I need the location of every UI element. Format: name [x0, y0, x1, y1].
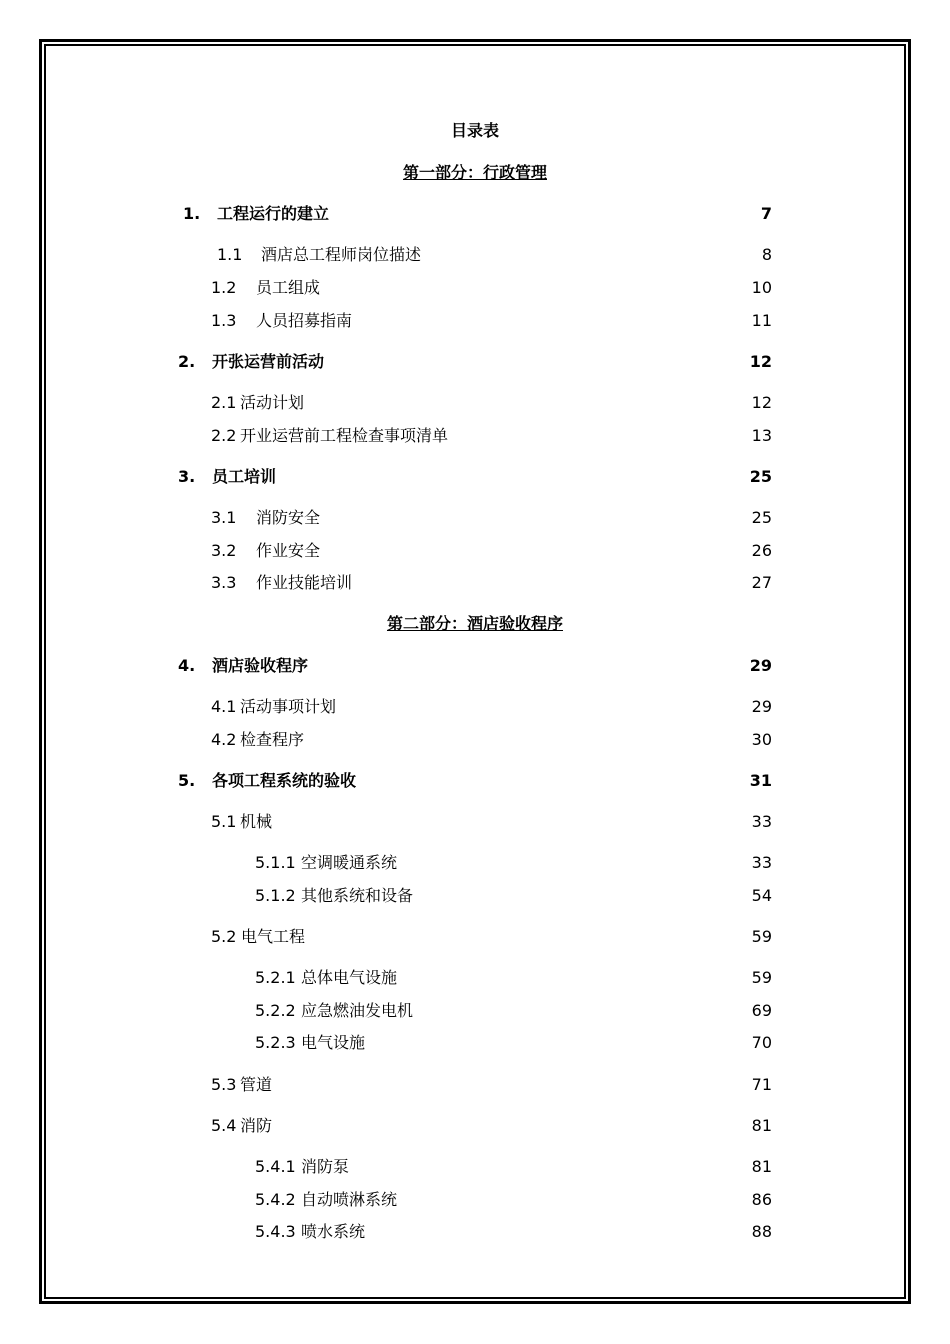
entry-number: 5.2.2 — [255, 1001, 296, 1020]
entry-page: 88 — [751, 1222, 772, 1241]
entry-label: 检查程序 — [240, 730, 305, 749]
entry-number: 4.2 — [211, 730, 237, 749]
entry-label: 消防安全 — [256, 508, 321, 527]
entry-number: 5.2.3 — [255, 1033, 296, 1052]
entry-page: 27 — [751, 573, 772, 592]
entry-number: 2.2 — [211, 426, 237, 445]
entry-label: 自动喷淋系统 — [301, 1190, 398, 1209]
entry-number: 5.4.3 — [255, 1222, 296, 1241]
entry-page: 12 — [749, 352, 772, 371]
toc-entry-5-4-3[interactable] — [255, 1222, 365, 1242]
entry-page: 25 — [751, 508, 772, 527]
entry-number: 1.3 — [211, 311, 237, 330]
entry-label: 消防泵 — [301, 1157, 350, 1176]
entry-label: 工程运行的建立 — [217, 204, 330, 223]
entry-number: 2.1 — [211, 393, 237, 412]
entry-page: 59 — [751, 968, 772, 987]
toc-entry-5-3[interactable] — [211, 1075, 272, 1095]
entry-label: 酒店验收程序 — [212, 656, 309, 675]
toc-entry-5-1[interactable] — [211, 812, 272, 832]
entry-number: 1.1 — [217, 245, 243, 264]
entry-label: 开业运营前工程检查事项清单 — [240, 426, 449, 445]
toc-entry-4-2[interactable] — [211, 730, 304, 750]
entry-label: 消防 — [240, 1116, 273, 1135]
entry-page: 12 — [751, 393, 772, 412]
entry-label: 人员招募指南 — [256, 311, 353, 330]
entry-number: 5.2.1 — [255, 968, 296, 987]
part-heading-2: 第二部分：酒店验收程序 — [386, 614, 563, 633]
toc-entry-5-1-2[interactable] — [255, 886, 413, 906]
entry-label: 员工培训 — [212, 467, 277, 486]
entry-page: 29 — [751, 697, 772, 716]
toc-entry-4-1[interactable] — [211, 697, 336, 717]
entry-label: 机械 — [240, 812, 273, 831]
entry-page: 81 — [751, 1157, 772, 1176]
part-heading-1: 第一部分：行政管理 — [402, 163, 547, 182]
toc-entry-1[interactable] — [183, 204, 329, 224]
entry-number: 1.2 — [211, 278, 237, 297]
entry-page: 11 — [751, 311, 772, 330]
entry-label: 空调暖通系统 — [301, 853, 398, 872]
entry-number: 2. — [178, 352, 196, 371]
entry-label: 喷水系统 — [301, 1222, 366, 1241]
entry-label: 酒店总工程师岗位描述 — [261, 245, 422, 264]
entry-label: 应急燃油发电机 — [301, 1001, 414, 1020]
toc-entry-5-1-1[interactable] — [255, 853, 397, 873]
entry-page: 81 — [751, 1116, 772, 1135]
entry-number: 3.2 — [211, 541, 237, 560]
toc-entry-5-2[interactable] — [211, 927, 305, 947]
entry-page: 71 — [751, 1075, 772, 1094]
toc-entry-5-4-2[interactable] — [255, 1190, 397, 1210]
entry-number: 3.3 — [211, 573, 237, 592]
toc-entry-5-4[interactable] — [211, 1116, 272, 1136]
toc-entry-2-2[interactable] — [211, 426, 448, 446]
entry-number: 3. — [178, 467, 196, 486]
toc-entry-3-2[interactable] — [211, 541, 320, 561]
toc-entry-2[interactable] — [178, 352, 324, 372]
toc-entry-3-3[interactable] — [211, 573, 352, 593]
entry-page: 86 — [751, 1190, 772, 1209]
entry-page: 69 — [751, 1001, 772, 1020]
entry-label: 活动事项计划 — [240, 697, 337, 716]
entry-label: 总体电气设施 — [301, 968, 398, 987]
entry-number: 5.2 — [211, 927, 237, 946]
toc-entry-1-1[interactable] — [217, 245, 421, 265]
entry-page: 13 — [751, 426, 772, 445]
entry-page: 33 — [751, 812, 772, 831]
entry-number: 5.1 — [211, 812, 237, 831]
entry-label: 电气工程 — [241, 927, 306, 946]
toc-entry-5-4-1[interactable] — [255, 1157, 349, 1177]
toc-entry-5-2-1[interactable] — [255, 968, 397, 988]
entry-page: 8 — [761, 245, 772, 264]
toc-entry-5-2-2[interactable] — [255, 1001, 413, 1021]
entry-number: 4. — [178, 656, 196, 675]
entry-page: 29 — [749, 656, 772, 675]
entry-page: 10 — [751, 278, 772, 297]
toc-entry-1-2[interactable] — [211, 278, 320, 298]
toc-entry-5-2-3[interactable] — [255, 1033, 365, 1053]
toc-entry-3-1[interactable] — [211, 508, 320, 528]
entry-number: 1. — [183, 204, 201, 223]
entry-number: 5.3 — [211, 1075, 237, 1094]
entry-number: 5.1.2 — [255, 886, 296, 905]
page-border-inner — [44, 44, 906, 1299]
toc-entry-4[interactable] — [178, 656, 308, 676]
entry-page: 7 — [760, 204, 772, 223]
entry-page: 33 — [751, 853, 772, 872]
entry-page: 30 — [751, 730, 772, 749]
entry-label: 开张运营前活动 — [212, 352, 325, 371]
toc-entry-2-1[interactable] — [211, 393, 304, 413]
entry-label: 管道 — [240, 1075, 273, 1094]
toc-entry-3[interactable] — [178, 467, 276, 487]
entry-page: 54 — [751, 886, 772, 905]
entry-label: 员工组成 — [256, 278, 321, 297]
entry-label: 活动计划 — [240, 393, 305, 412]
entry-page: 26 — [751, 541, 772, 560]
entry-label: 其他系统和设备 — [301, 886, 414, 905]
entry-label: 作业技能培训 — [256, 573, 353, 592]
entry-number: 5.4.2 — [255, 1190, 296, 1209]
entry-page: 31 — [749, 771, 772, 790]
entry-number: 5.4.1 — [255, 1157, 296, 1176]
entry-page: 59 — [751, 927, 772, 946]
entry-page: 70 — [751, 1033, 772, 1052]
entry-number: 4.1 — [211, 697, 237, 716]
entry-page: 25 — [749, 467, 772, 486]
entry-number: 5.1.1 — [255, 853, 296, 872]
entry-number: 5.4 — [211, 1116, 237, 1135]
entry-label: 各项工程系统的验收 — [212, 771, 357, 790]
entry-label: 作业安全 — [256, 541, 321, 560]
entry-number: 5. — [178, 771, 196, 790]
toc-entry-5[interactable] — [178, 771, 356, 791]
toc-entry-1-3[interactable] — [211, 311, 352, 331]
entry-label: 电气设施 — [301, 1033, 366, 1052]
toc-title: 目录表 — [450, 121, 499, 140]
entry-number: 3.1 — [211, 508, 237, 527]
